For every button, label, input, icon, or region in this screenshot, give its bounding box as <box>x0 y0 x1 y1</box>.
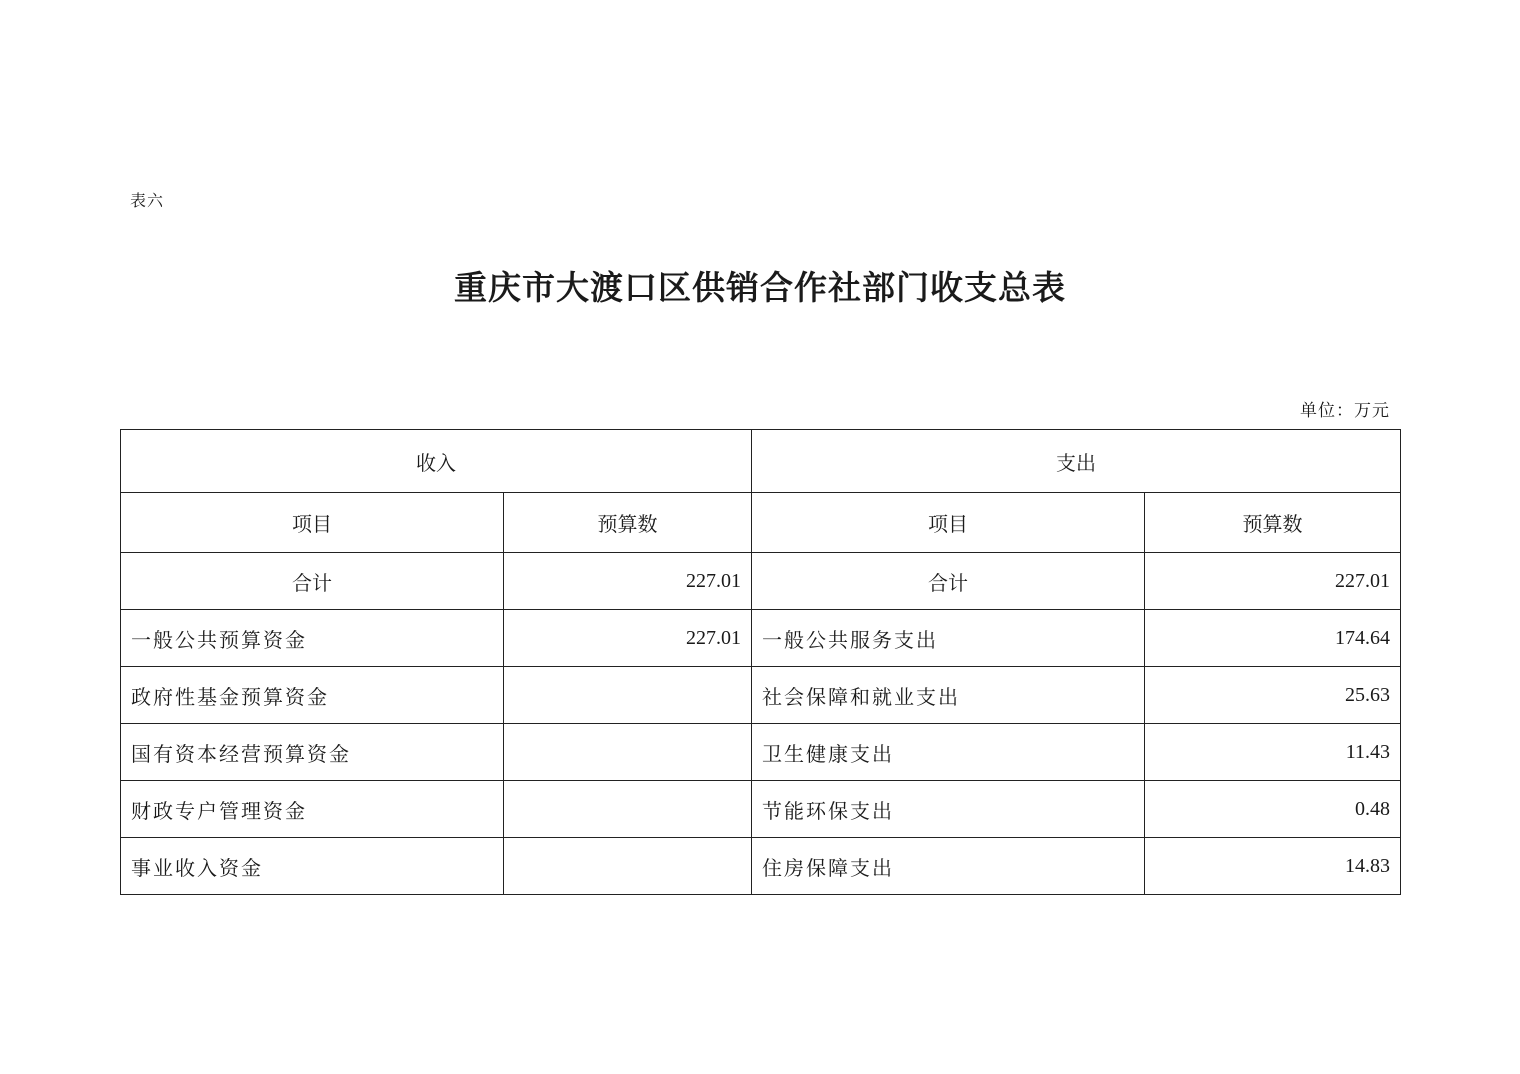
expense-budget-cell: 0.48 <box>1145 781 1401 838</box>
expense-budget-header: 预算数 <box>1145 493 1401 553</box>
budget-table <box>120 429 1401 895</box>
income-item-cell: 国有资本经营预算资金 <box>121 724 504 781</box>
expense-item-cell: 一般公共服务支出 <box>752 610 1145 667</box>
expense-group-header: 支出 <box>752 430 1401 493</box>
income-budget-cell <box>504 724 752 781</box>
expense-total-label: 合计 <box>752 553 1145 610</box>
income-total-value: 227.01 <box>504 553 752 610</box>
income-item-header: 项目 <box>121 493 504 553</box>
column-header-row <box>121 493 1401 553</box>
income-group-header: 收入 <box>121 430 752 493</box>
expense-budget-cell: 174.64 <box>1145 610 1401 667</box>
expense-item-cell: 卫生健康支出 <box>752 724 1145 781</box>
expense-budget-cell: 14.83 <box>1145 838 1401 895</box>
income-item-cell: 事业收入资金 <box>121 838 504 895</box>
income-budget-cell: 227.01 <box>504 610 752 667</box>
table-row <box>121 724 1401 781</box>
income-item-cell: 政府性基金预算资金 <box>121 667 504 724</box>
expense-item-cell: 节能环保支出 <box>752 781 1145 838</box>
table-label: 表六 <box>130 191 165 210</box>
income-budget-cell <box>504 838 752 895</box>
page-title: 重庆市大渡口区供销合作社部门收支总表 <box>454 268 1066 307</box>
expense-budget-cell: 11.43 <box>1145 724 1401 781</box>
table-row <box>121 838 1401 895</box>
expense-budget-cell: 25.63 <box>1145 667 1401 724</box>
income-item-cell: 财政专户管理资金 <box>121 781 504 838</box>
income-budget-cell <box>504 667 752 724</box>
table-row <box>121 610 1401 667</box>
total-row <box>121 553 1401 610</box>
expense-total-value: 227.01 <box>1145 553 1401 610</box>
expense-item-cell: 社会保障和就业支出 <box>752 667 1145 724</box>
income-total-label: 合计 <box>121 553 504 610</box>
table-row <box>121 667 1401 724</box>
group-header-row <box>121 430 1401 493</box>
income-budget-header: 预算数 <box>504 493 752 553</box>
income-item-cell: 一般公共预算资金 <box>121 610 504 667</box>
table-row <box>121 781 1401 838</box>
expense-item-header: 项目 <box>752 493 1145 553</box>
income-budget-cell <box>504 781 752 838</box>
expense-item-cell: 住房保障支出 <box>752 838 1145 895</box>
unit-note: 单位：万元 <box>1300 401 1390 421</box>
